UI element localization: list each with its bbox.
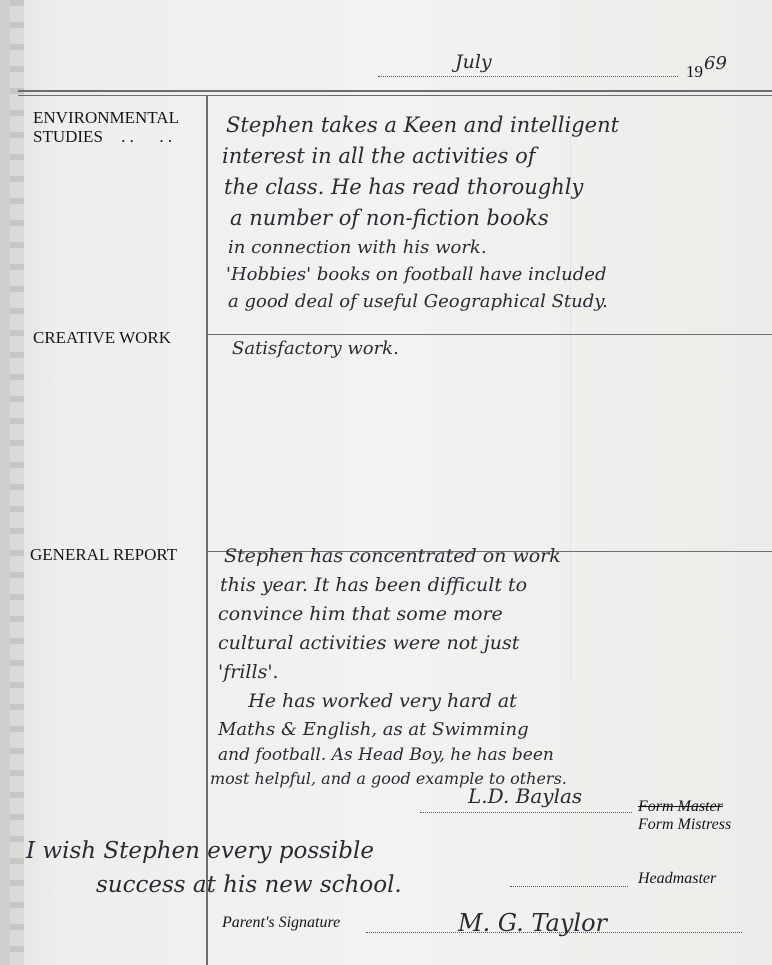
date-line xyxy=(378,76,678,77)
environmental-label-dots: . . . . xyxy=(121,127,173,146)
creative-label: CREATIVE WORK xyxy=(33,328,172,347)
comment-line: 'Hobbies' books on football have included xyxy=(226,264,607,285)
form-master-signature: L.D. Baylas xyxy=(468,784,583,808)
comment-line: the class. He has read thoroughly xyxy=(224,175,584,199)
form-master-label: Form Master xyxy=(638,798,723,815)
spiral-binding xyxy=(10,0,24,965)
comment-line: interest in all the activities of xyxy=(222,144,536,168)
form-mistress-label: Form Mistress xyxy=(638,816,732,833)
general-label: GENERAL REPORT xyxy=(30,545,178,564)
comment-line: cultural activities were not just xyxy=(218,632,520,654)
headmaster-note-line: success at his new school. xyxy=(96,872,402,898)
headmaster-note-line: I wish Stephen every possible xyxy=(26,838,374,864)
comment-line: a good deal of useful Geographical Study. xyxy=(228,291,608,312)
headmaster-signature-line xyxy=(510,886,628,887)
headmaster-note xyxy=(26,834,402,902)
creative-comment: Satisfactory work. xyxy=(232,338,399,359)
comment-line: a number of non-fiction books xyxy=(230,206,549,230)
headmaster-label: Headmaster xyxy=(638,870,717,887)
report-year-handwritten: 69 xyxy=(704,53,727,74)
general-comment xyxy=(210,542,573,791)
environmental-label-line2-text: STUDIES xyxy=(33,127,103,146)
comment-line: convince him that some more xyxy=(218,603,503,625)
comment-line: most helpful, and a good example to others. xyxy=(210,769,567,788)
report-page xyxy=(10,0,772,965)
environmental-label xyxy=(33,108,179,146)
environmental-comment xyxy=(222,110,620,315)
comment-line: Maths & English, as at Swimming xyxy=(218,719,529,740)
top-rule xyxy=(18,90,772,92)
comment-line: this year. It has been difficult to xyxy=(220,574,528,596)
parent-signature-label: Parent's Signature xyxy=(222,914,341,931)
comment-line: He has worked very hard at xyxy=(218,690,517,712)
report-year-printed: 19 xyxy=(686,62,703,81)
environmental-label-line2 xyxy=(33,127,179,146)
form-master-signature-line xyxy=(420,812,632,813)
comment-line: 'frills'. xyxy=(218,661,279,683)
report-month: July xyxy=(455,51,492,73)
comment-line: Stephen has concentrated on work xyxy=(224,545,561,567)
parent-signature: M. G. Taylor xyxy=(458,909,608,937)
comment-line: and football. As Head Boy, he has been xyxy=(218,745,554,765)
comment-line: Stephen takes a Keen and intelligent xyxy=(226,113,620,137)
top-rule-inner xyxy=(18,95,772,96)
comment-line: in connection with his work. xyxy=(228,237,487,258)
environmental-label-line1: ENVIRONMENTAL xyxy=(33,108,179,127)
